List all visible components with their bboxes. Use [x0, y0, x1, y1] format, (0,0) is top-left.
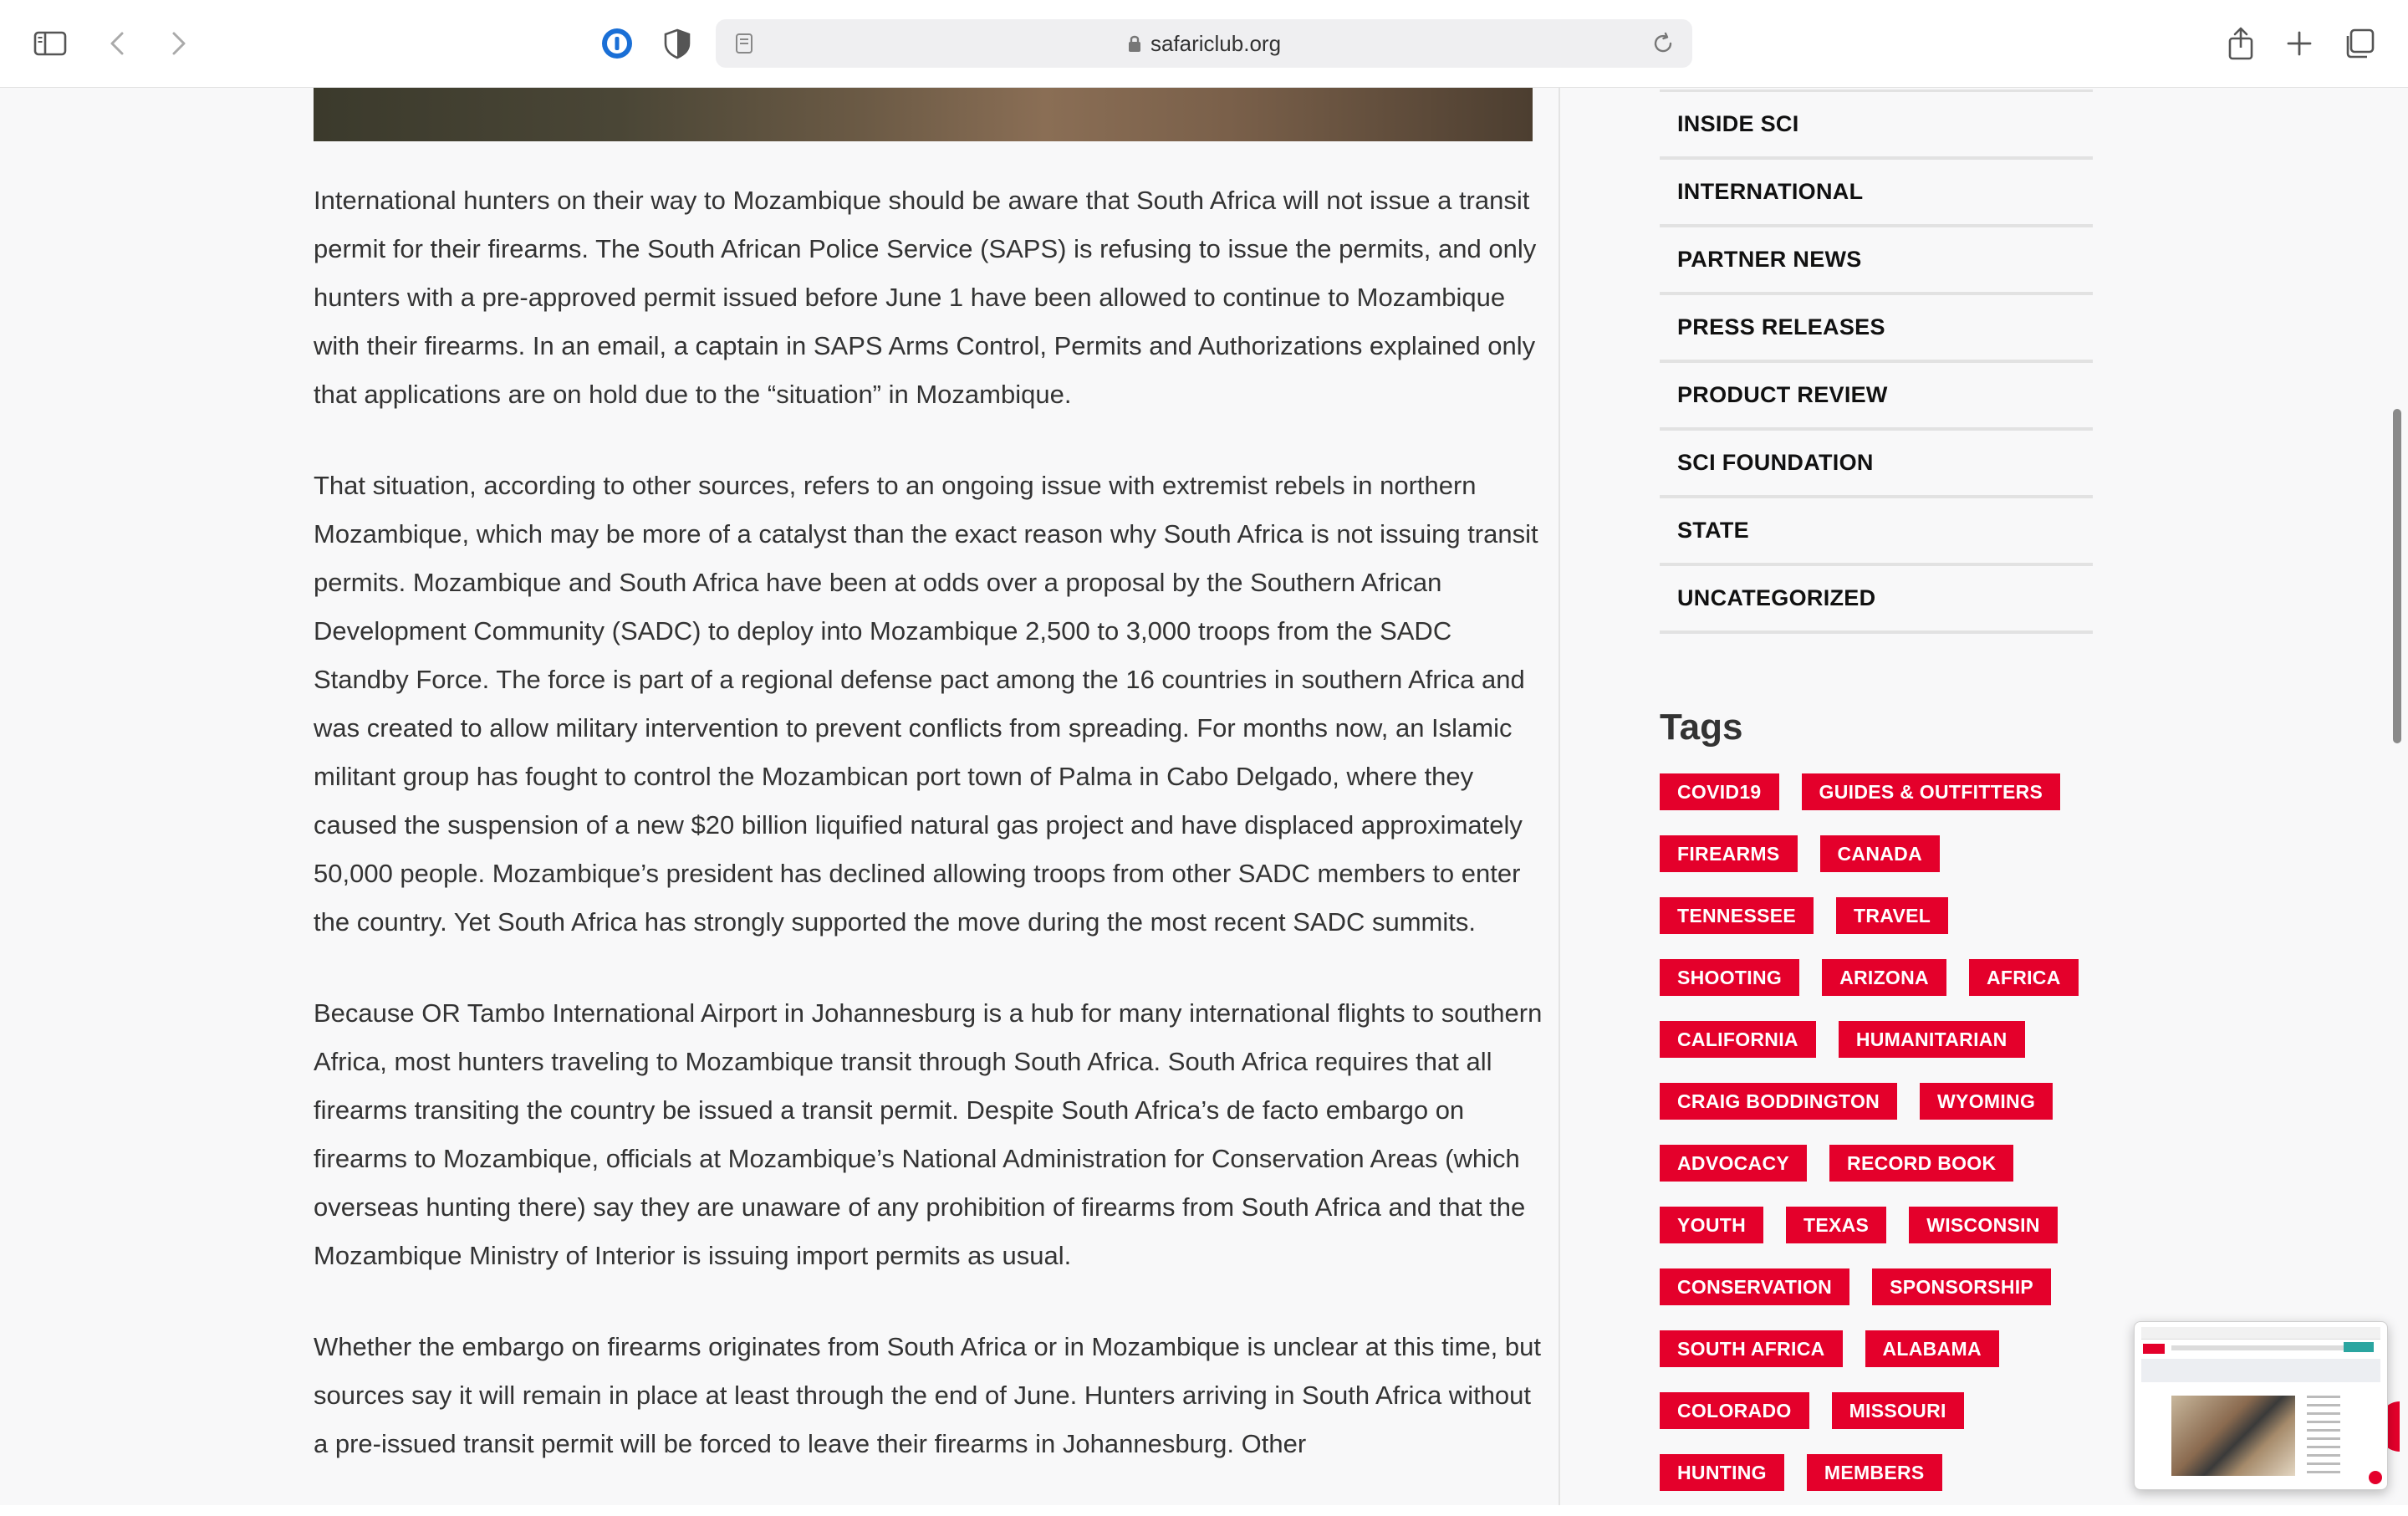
tag-link[interactable]: WISCONSIN — [1909, 1207, 2058, 1243]
tag-row — [1660, 897, 2128, 959]
back-icon[interactable] — [100, 25, 137, 62]
article-body — [314, 176, 1543, 1511]
tag-link[interactable]: CONSERVATION — [1660, 1268, 1849, 1305]
category-link[interactable]: UNCATEGORIZED — [1660, 566, 2093, 634]
tag-link[interactable]: SPONSORSHIP — [1872, 1268, 2051, 1305]
tag-cloud — [1660, 773, 2128, 1516]
article-paragraph: Because OR Tambo International Airport in Johannesburg is a hub for many international flights to southern Africa, most hunters traveling to Mozambique transit through South Africa. South Africa requires that all firearms transiting the country be issued a transit permit. Despite South Africa’s de facto embargo on firearms to Mozambique, officials at Mozambique’s National Administration for Conservation Areas (which overseas hunting there) say they are unaware of any prohibition of firearms from South Africa and that the Mozambique Ministry of Interior is issuing import permits as usual. — [314, 998, 1543, 1270]
tag-link[interactable]: COLORADO — [1660, 1392, 1809, 1429]
lock-icon — [1127, 21, 1142, 69]
tab-overview-icon[interactable] — [2341, 25, 2378, 62]
tag-link[interactable]: HUNTING — [1660, 1454, 1784, 1491]
tag-link[interactable]: TRAVEL — [1836, 897, 1948, 934]
category-link[interactable]: STATE — [1660, 498, 2093, 566]
category-link[interactable]: SCI FOUNDATION — [1660, 431, 2093, 498]
preview-nav-button — [2344, 1342, 2374, 1352]
tag-link[interactable]: MISSOURI — [1832, 1392, 1964, 1429]
address-bar[interactable] — [716, 19, 1692, 68]
privacy-shield-icon[interactable] — [659, 25, 696, 62]
tag-link[interactable]: TENNESSEE — [1660, 897, 1814, 934]
preview-logo — [2143, 1344, 2165, 1354]
url-display[interactable] — [716, 19, 1692, 68]
tags-heading: Tags — [1660, 707, 1743, 748]
tag-link[interactable]: WYOMING — [1920, 1083, 2053, 1120]
tag-row — [1660, 1454, 2128, 1516]
page-preview-thumbnail[interactable] — [2134, 1321, 2388, 1490]
reload-icon[interactable] — [1650, 31, 1676, 56]
tag-row — [1660, 959, 2128, 1021]
sidebar-toggle-icon[interactable] — [32, 25, 69, 62]
tag-link[interactable]: AFRICA — [1969, 959, 2079, 996]
article-hero-image — [314, 88, 1533, 141]
tag-link[interactable]: YOUTH — [1660, 1207, 1763, 1243]
forward-icon[interactable] — [159, 25, 196, 62]
tag-link[interactable]: CALIFORNIA — [1660, 1021, 1816, 1058]
tag-link[interactable]: FIREARMS — [1660, 835, 1798, 872]
tag-link[interactable]: HUMANITARIAN — [1839, 1021, 2025, 1058]
tag-row — [1660, 1392, 2128, 1454]
category-link[interactable]: PRESS RELEASES — [1660, 295, 2093, 363]
article-paragraph: International hunters on their way to Mozambique should be aware that South Africa will not issue a transit permit for their firearms. The South African Police Service (SAPS) is refusing to issue the permits, and only hunters with a pre-approved permit issued before June 1 have been allowed to continue to Mozambique with their firearms. In an email, a captain in SAPS Arms Control, Permits and Authorizations explained only that applications are on hold due to the “situation” in Mozambique. — [314, 186, 1537, 409]
content-divider — [1559, 88, 1560, 1505]
tag-link[interactable]: MEMBERS — [1807, 1454, 1942, 1491]
tag-link[interactable]: ADVOCACY — [1660, 1145, 1807, 1182]
tag-link[interactable]: CANADA — [1820, 835, 1940, 872]
preview-browser-bar — [2141, 1327, 2380, 1340]
tag-link[interactable]: ALABAMA — [1865, 1330, 1999, 1367]
category-link[interactable]: PARTNER NEWS — [1660, 227, 2093, 295]
tag-row — [1660, 1083, 2128, 1145]
tag-row — [1660, 1207, 2128, 1268]
tag-link[interactable]: SHOOTING — [1660, 959, 1799, 996]
tag-link[interactable]: RECORD BOOK — [1829, 1145, 2013, 1182]
tag-row — [1660, 835, 2128, 897]
password-manager-icon[interactable] — [599, 25, 635, 62]
category-link[interactable]: PRODUCT REVIEW — [1660, 363, 2093, 431]
tag-link[interactable]: GUIDES & OUTFITTERS — [1802, 773, 2061, 810]
preview-badge-icon — [2369, 1471, 2382, 1484]
tag-row — [1660, 1021, 2128, 1083]
preview-image — [2171, 1396, 2295, 1476]
preview-header — [2141, 1359, 2380, 1382]
new-tab-icon[interactable] — [2281, 25, 2318, 62]
category-link[interactable]: INTERNATIONAL — [1660, 160, 2093, 227]
tag-link[interactable]: SOUTH AFRICA — [1660, 1330, 1843, 1367]
tag-row — [1660, 1330, 2128, 1392]
tag-row — [1660, 773, 2128, 835]
tag-row — [1660, 1145, 2128, 1207]
page-scrollbar[interactable] — [2393, 409, 2401, 743]
preview-nav — [2171, 1345, 2372, 1350]
browser-toolbar — [0, 0, 2408, 88]
categories-list — [1660, 88, 2093, 634]
tag-link[interactable]: COVID19 — [1660, 773, 1779, 810]
preview-sidebar — [2307, 1396, 2374, 1479]
tag-row — [1660, 1268, 2128, 1330]
tag-link[interactable]: TEXAS — [1786, 1207, 1886, 1243]
category-link[interactable]: INSIDE SCI — [1660, 92, 2093, 160]
article-paragraph: That situation, according to other sources, refers to an ongoing issue with extremist rebels in northern Mozambique, which may be more of a catalyst than the exact reason why South Africa is not issuing transit permits. Mozambique and South Africa have been at odds over a proposal by the Southern African Development Community (SADC) to deploy into Mozambique 2,500 to 3,000 troops from the SADC Standby Force. The force is part of a regional defense pact among the 16 countries in southern Africa and was created to allow military intervention to prevent conflicts from spreading. For months now, an Islamic militant group has fought to control the Mozambican port town of Palma in Cabo Delgado, where they caused the suspension of a new $20 billion liquified natural gas project and have displaced approximately 50,000 people. Mozambique’s president has declined allowing troops from other SADC members to enter the country. Yet South Africa has strongly supported the move during the most recent SADC summits. — [314, 471, 1538, 937]
share-icon[interactable] — [2222, 25, 2259, 62]
url-text: safariclub.org — [1150, 31, 1282, 56]
tag-link[interactable]: ARIZONA — [1822, 959, 1946, 996]
article-paragraph: Whether the embargo on firearms originates from South Africa or in Mozambique is unclear at this time, but sources say it will remain in place at least through the end of June. Hunters arriving in South Africa without a pre-issued transit permit will be forced to leave their firearms in Johannesburg. Other — [314, 1332, 1542, 1458]
web-page — [0, 88, 2408, 1505]
tag-link[interactable]: CRAIG BODDINGTON — [1660, 1083, 1897, 1120]
